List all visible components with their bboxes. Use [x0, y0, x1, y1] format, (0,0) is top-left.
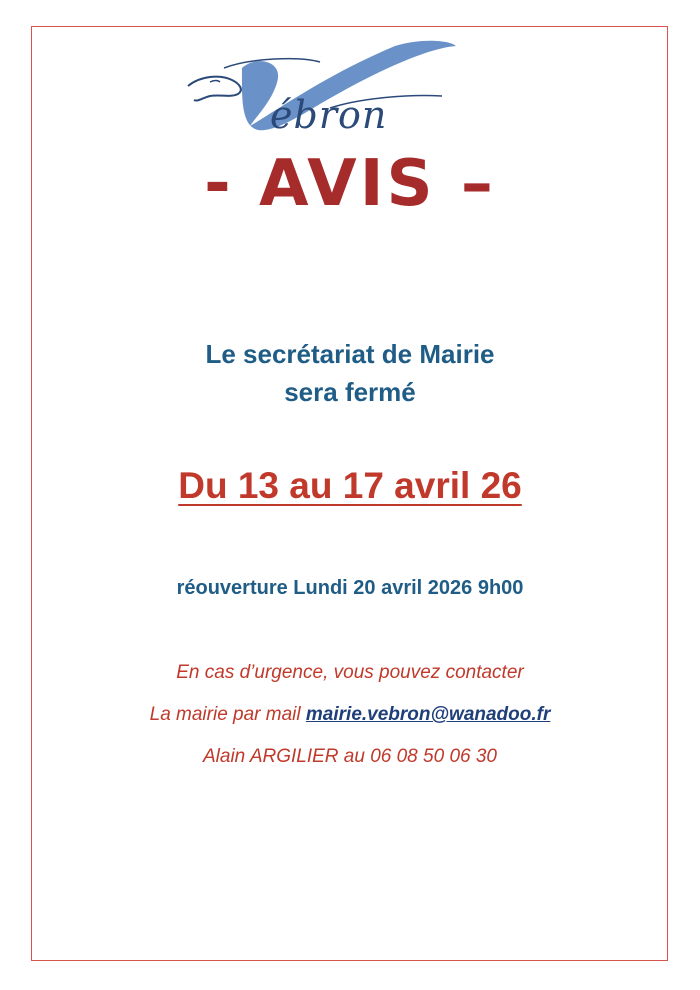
contact-phone-line: Alain ARGILIER au 06 08 50 06 30 [203, 746, 497, 767]
closure-dates [0, 465, 700, 507]
closure-dates-text: Du 13 au 17 avril 26 [178, 465, 522, 506]
page-title: - AVIS – [204, 147, 496, 221]
contact-mail-line [0, 704, 700, 726]
closure-notice [0, 335, 700, 411]
closure-line-2: sera fermé [284, 377, 416, 407]
logo-wordmark: ébron [270, 93, 388, 137]
closure-line-1: Le secrétariat de Mairie [205, 339, 495, 369]
contact-mail-prefix: La mairie par mail [149, 704, 306, 725]
reopening-info: réouverture Lundi 20 avril 2026 9h00 [176, 577, 524, 599]
email-link[interactable]: mairie.vebron@wanadoo.fr [305, 704, 551, 725]
contact-intro: En cas d’urgence, vous pouvez contacter [176, 662, 524, 683]
